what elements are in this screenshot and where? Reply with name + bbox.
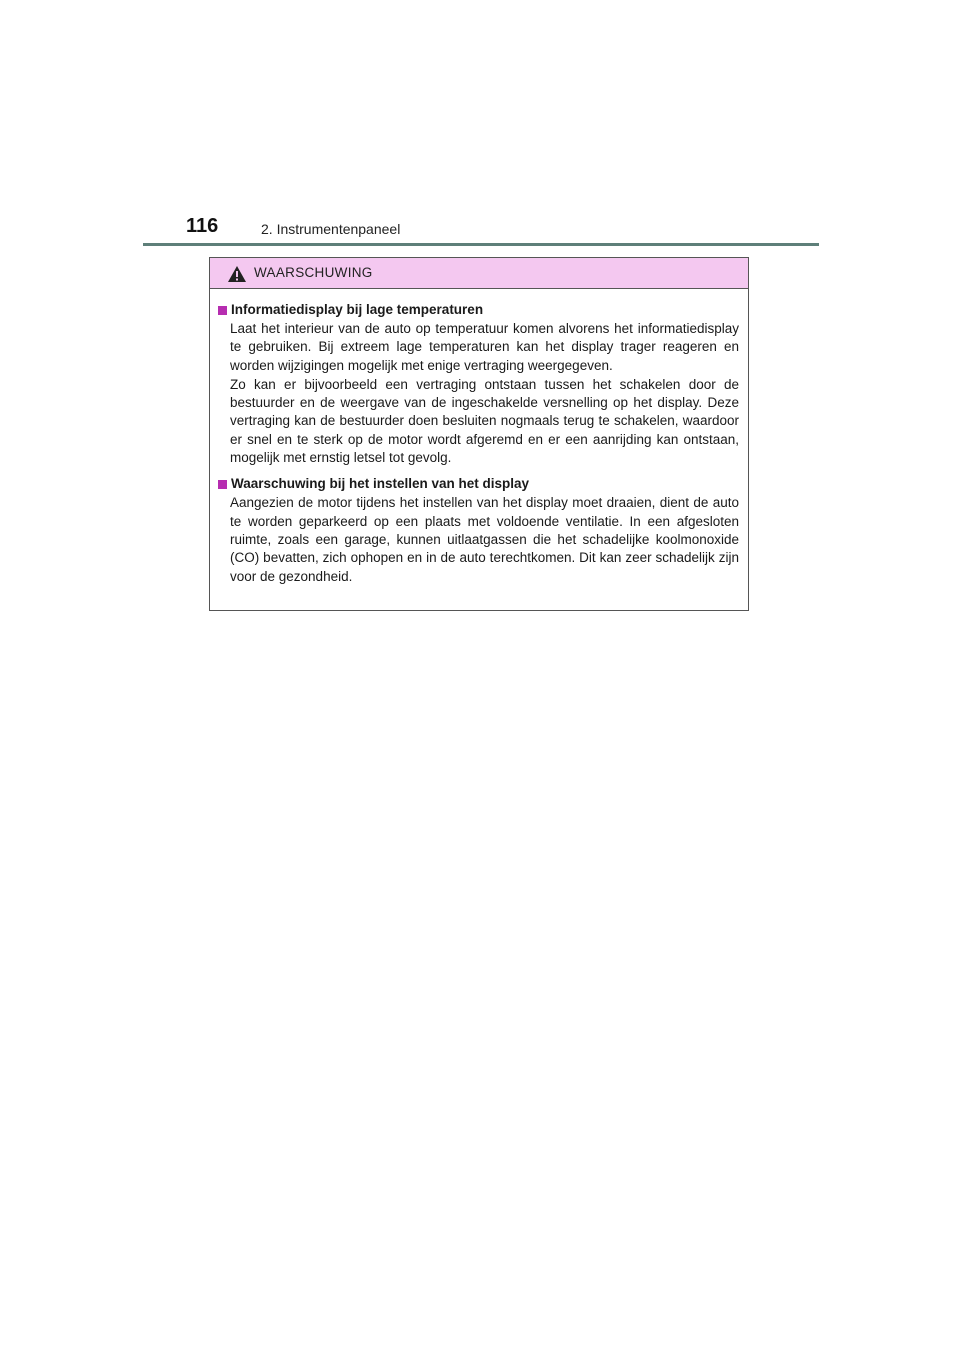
item-paragraph: Aangezien de motor tijdens het instellen van het display moet draaien, dient de auto te worden geparkeerd op een plaats met voldoende ventilatie. In een afgesloten ruimte, zoals een garage, kunnen uitlaatgassen die het schadelijke koolmonoxide (CO) bevatten, zich ophopen en in de auto terechtkomen. Dit kan zeer schadelijk zijn voor de gezondheid. — [230, 495, 739, 584]
section-title: 2. Instrumentenpaneel — [261, 221, 401, 237]
bullet-square-icon — [218, 480, 227, 489]
warning-body — [210, 289, 748, 586]
item-heading-text: Waarschuwing bij het instellen van het display — [231, 476, 530, 492]
item-heading-text: Informatiedisplay bij lage temperaturen — [231, 302, 484, 317]
warning-triangle-icon — [227, 265, 247, 283]
warning-header — [210, 258, 748, 289]
bullet-square-icon — [218, 306, 227, 315]
header-divider — [143, 243, 819, 246]
warning-item — [218, 475, 739, 585]
item-paragraph: Zo kan er bijvoorbeeld een vertraging ontstaan tussen het schakelen door de bestuurder en de weergave van de ingeschakelde versnelling op het display. Deze vertraging kan de bestuurder doen besluiten nogmaals terug te schakelen, waardoor er snel en te sterk op de motor wordt afgeremd en er een aanrijding kan ontstaan, mogelijk met ernstig letsel tot gevolg. — [230, 376, 739, 466]
item-heading — [218, 301, 739, 319]
warning-title: WAARSCHUWING — [254, 265, 373, 280]
page-header — [143, 215, 819, 245]
warning-box — [209, 257, 749, 611]
warning-item — [218, 301, 739, 467]
item-heading — [218, 475, 739, 493]
item-paragraph: Laat het interieur van de auto op temperatuur komen alvorens het informatiedisplay te gebruiken. Bij extreem lage temperaturen kan het display trager reageren en worden wijzigingen mogelijk met enige vertraging weergegeven. — [230, 321, 739, 373]
page-number: 116 — [186, 215, 219, 237]
